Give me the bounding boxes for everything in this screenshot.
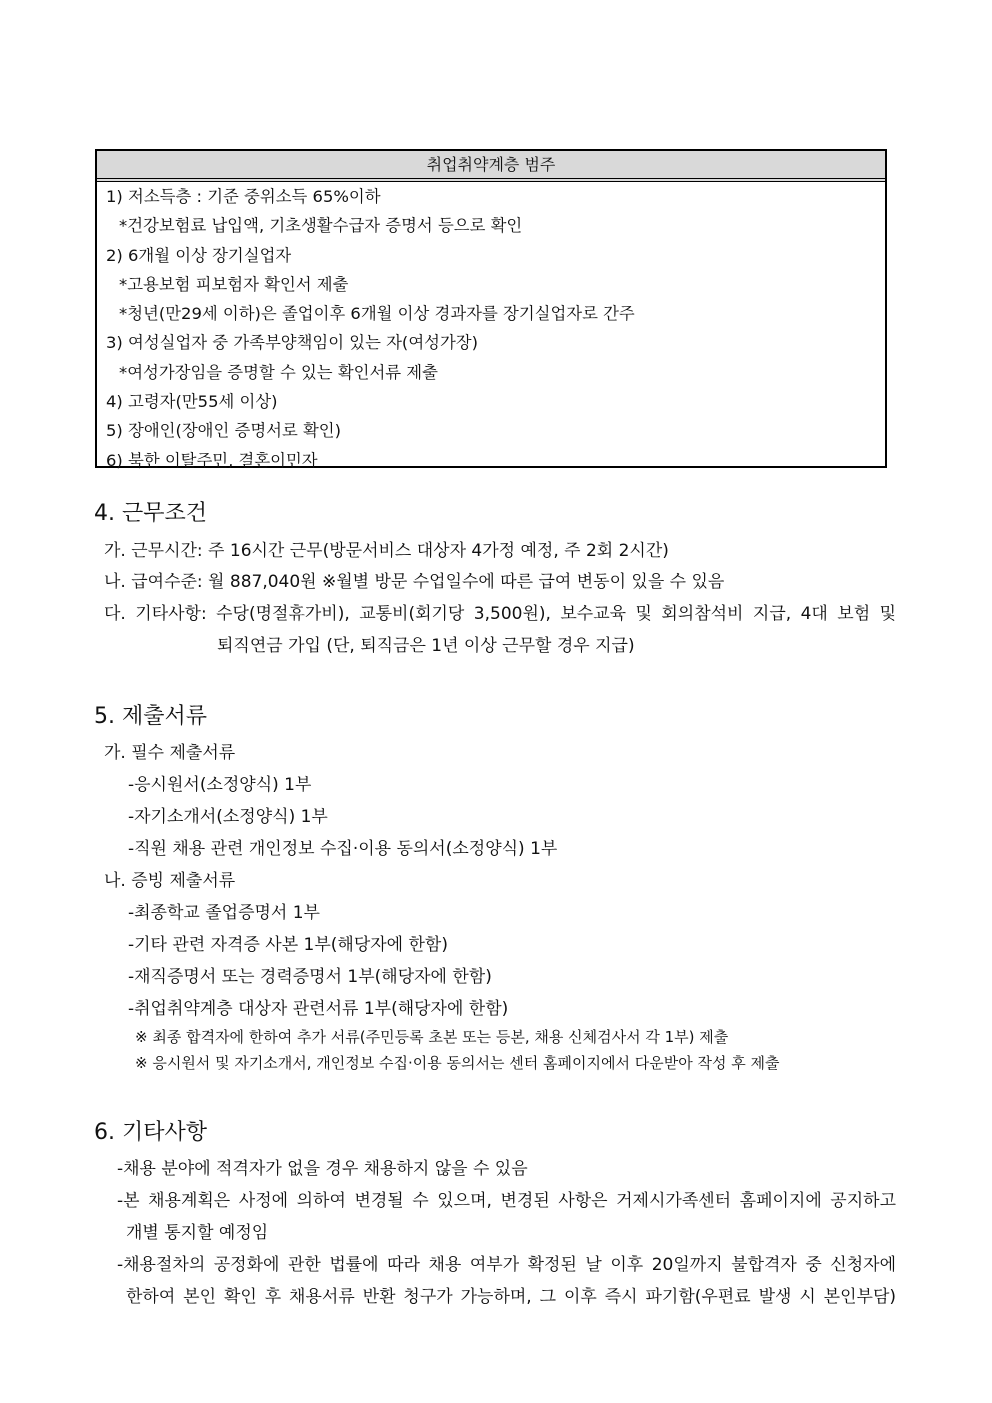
section-6-title: 6. 기타사항: [94, 1120, 207, 1145]
other-item: -채용절차의 공정화에 관한 법률에 따라 채용 여부가 확정된 날 이후 20일까지 불합격자 중 신청자에: [117, 1255, 896, 1275]
work-hours-item: 가. 근무시간: 주 16시간 근무(방문서비스 대상자 4가정 예정, 주 2회 2시간): [104, 541, 669, 561]
table-body: [97, 182, 885, 475]
other-item-continued: 개별 통지할 예정임: [126, 1223, 269, 1243]
list-item: -기타 관련 자격증 사본 1부(해당자에 한함): [128, 935, 448, 955]
other-item-continued: 한하여 본인 확인 후 채용서류 반환 청구가 가능하며, 그 이후 즉시 파기함(우편료 발생 시 본인부담): [126, 1287, 896, 1307]
note: ※ 응시원서 및 자기소개서, 개인정보 수집·이용 동의서는 센터 홈페이지에서 다운받아 작성 후 제출: [135, 1054, 780, 1072]
note: ※ 최종 합격자에 한하여 추가 서류(주민등록 초본 또는 등본, 채용 신체검사서 각 1부) 제출: [135, 1028, 729, 1046]
table-row: *건강보험료 납입액, 기초생활수급자 증명서 등으로 확인: [119, 216, 523, 236]
proof-docs-heading: 나. 증빙 제출서류: [104, 871, 236, 891]
table-row: 1) 저소득층 : 기준 중위소득 65%이하: [106, 187, 381, 206]
other-benefits-continued: 퇴직연금 가입 (단, 퇴직금은 1년 이상 근무할 경우 지급): [217, 636, 635, 656]
table-row: 6) 북한 이탈주민, 결혼이민자: [106, 450, 318, 470]
required-docs-heading: 가. 필수 제출서류: [104, 743, 236, 763]
salary-item: 나. 급여수준: 월 887,040원 ※월별 방문 수업일수에 따른 급여 변동이 있을 수 있음: [104, 572, 725, 592]
table-row: *여성가장임을 증명할 수 있는 확인서류 제출: [119, 362, 438, 382]
table-row: *청년(만29세 이하)은 졸업이후 6개월 이상 경과자를 장기실업자로 간주: [119, 304, 635, 324]
list-item: -응시원서(소정양식) 1부: [128, 775, 312, 795]
list-item: -최종학교 졸업증명서 1부: [128, 903, 320, 923]
table-row: 3) 여성실업자 중 가족부양책임이 있는 자(여성가장): [106, 333, 478, 353]
list-item: -자기소개서(소정양식) 1부: [128, 807, 328, 827]
other-item: -본 채용계획은 사정에 의하여 변경될 수 있으며, 변경된 사항은 거제시가족센터 홈페이지에 공지하고: [117, 1191, 896, 1211]
table-row: *고용보험 피보험자 확인서 제출: [119, 274, 349, 294]
table-header: 취업취약계층 범주: [97, 151, 885, 182]
category-table: [95, 149, 887, 468]
list-item: -직원 채용 관련 개인정보 수집·이용 동의서(소정양식) 1부: [128, 839, 558, 859]
section-5-title: 5. 제출서류: [94, 704, 207, 729]
table-row: 2) 6개월 이상 장기실업자: [106, 245, 292, 265]
list-item: -재직증명서 또는 경력증명서 1부(해당자에 한함): [128, 967, 492, 987]
table-row: 4) 고령자(만55세 이상): [106, 392, 278, 412]
other-item: -채용 분야에 적격자가 없을 경우 채용하지 않을 수 있음: [117, 1159, 528, 1179]
list-item: -취업취약계층 대상자 관련서류 1부(해당자에 한함): [128, 999, 509, 1019]
table-row: 5) 장애인(장애인 증명서로 확인): [106, 421, 342, 441]
section-4-title: 4. 근무조건: [94, 501, 207, 526]
other-benefits-item: 다. 기타사항: 수당(명절휴가비), 교통비(회기당 3,500원), 보수교육 및 회의참석비 지급, 4대 보험 및: [104, 604, 896, 624]
